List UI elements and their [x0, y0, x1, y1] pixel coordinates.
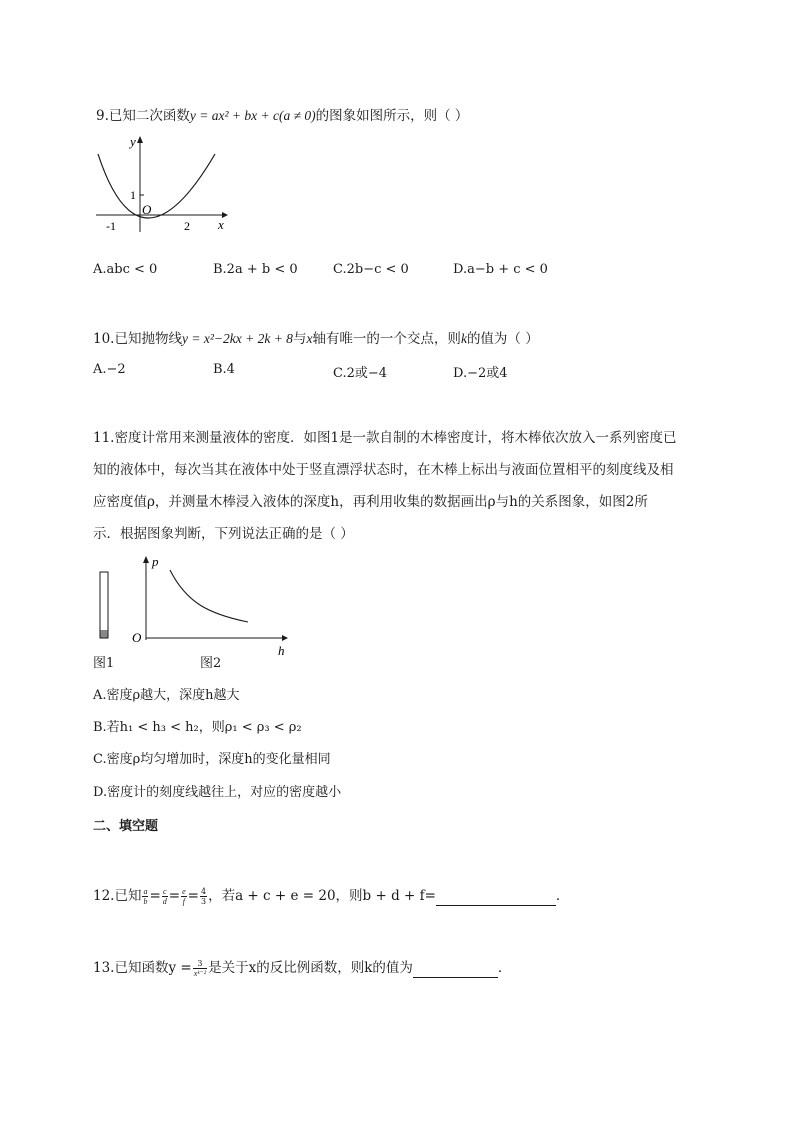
q12-end: ．: [555, 888, 570, 904]
q11-option-d: D.密度计的刻度线越往上，对应的密度越小: [93, 785, 342, 800]
q12-f1-denominator: b: [143, 897, 148, 906]
q12-f3-numerator: e: [182, 887, 186, 896]
q10-stem-prefix: 10.已知抛物线: [93, 331, 182, 347]
q9-tick-one: 1: [130, 188, 136, 202]
q13-end: ．: [497, 960, 512, 976]
q9-tick-neg-one: -1: [106, 219, 116, 233]
q13-suffix: 是关于x的反比例函数，则k的值为: [208, 960, 413, 976]
q12-prefix: 12.已知: [93, 888, 142, 904]
q11-option-b: B.若h₁ < h₃ < h₂，则ρ₁ < ρ₃ < ρ₂: [93, 720, 302, 735]
q9-tick-two: 2: [184, 219, 190, 233]
q9-option-d: D.a−b + c < 0: [453, 262, 548, 277]
q12-fraction-a-b: [142, 887, 148, 906]
q11-figure-1-rod: [98, 570, 112, 642]
q13-fraction-numerator: 3: [193, 959, 207, 969]
q11-line-3: 应密度值ρ，并测量木棒浸入液体的深度h，再利用收集的数据画出ρ与h的关系图象，如图2所: [93, 494, 648, 510]
q9-parabola-graph: [92, 132, 232, 237]
q12-f3-denominator: f: [182, 897, 185, 906]
q11-option-c: C.密度ρ均匀增加时，深度h的变化量相同: [93, 752, 331, 767]
q12-fraction-e-f: [181, 887, 187, 906]
q13-prefix: 13.已知函数y =: [93, 960, 192, 976]
q9-option-b: B.2a + b < 0: [213, 262, 298, 277]
q11-axis-x-label: h: [278, 643, 285, 658]
q11-option-a: A.密度ρ越大，深度h越大: [93, 688, 240, 703]
q10-stem-suffix: 的值为（ ）: [466, 331, 539, 347]
section-title-fill-in: 二、填空题: [93, 819, 159, 834]
q9-formula: y = ax² + bx + c(a ≠ 0): [189, 108, 316, 123]
q11-caption-2: 图2: [200, 656, 222, 671]
q12-f2-numerator: c: [163, 887, 167, 896]
q10-option-d: D.−2或4: [453, 366, 508, 381]
q12-stem: 12.已知 $\frac{a}{b}$ = $\frac{c}{d}$ = $\frac{e}{f}$ = $\frac{4}{3}$ ，若a + c + e = 20，则b + d + f= ．: [93, 887, 570, 906]
q12-fraction-c-d: [162, 887, 168, 906]
q11-line-4: 示．根据图象判断，下列说法正确的是（ ）: [93, 526, 354, 542]
q9-option-a: A.abc < 0: [93, 262, 158, 277]
q10-k-var: k: [460, 331, 467, 346]
q12-f4-numerator: 4: [200, 887, 207, 896]
q10-stem-mid2: 轴有唯一的一个交点，则: [312, 331, 461, 347]
q12-f4-denominator: 3: [200, 897, 207, 906]
q13-answer-blank[interactable]: [413, 964, 498, 978]
q10-option-c: C.2或−4: [333, 366, 388, 381]
q13-fraction-denominator: xᵏ⁻²: [193, 969, 207, 978]
q10-formula: y = x²−2kx + 2k + 8: [181, 331, 293, 346]
q12-condition: ，若a + c + e = 20，则b + d + f=: [208, 888, 436, 904]
q13-stem: [93, 956, 511, 978]
q11-figure-2-graph: [128, 552, 293, 660]
q11-line-1: 11.密度计常用来测量液体的密度．如图1是一款自制的木棒密度计，将木棒依次放入一系列密度已: [93, 430, 677, 446]
q9-stem: [96, 104, 468, 124]
q13-fraction: [193, 959, 207, 978]
q12-f2-denominator: d: [162, 897, 167, 906]
q10-stem-mid: 与: [292, 331, 307, 347]
q9-stem-suffix: 的图象如图所示，则（ ）: [315, 108, 469, 124]
q9-x-label: x: [218, 217, 224, 232]
q12-f1-numerator: a: [143, 887, 148, 896]
q12-answer-blank[interactable]: [436, 892, 556, 906]
q10-axis-var: x: [306, 331, 313, 346]
q12-fraction-4-3: [200, 887, 207, 906]
q11-axis-y-label: p: [152, 554, 159, 569]
q9-y-label: y: [130, 134, 136, 149]
q9-stem-prefix: 9.已知二次函数: [96, 108, 190, 124]
q9-origin-label: O: [142, 202, 152, 217]
q10-option-a: A.−2: [93, 362, 126, 377]
q11-line-2: 知的液体中，每次当其在液体中处于竖直漂浮状态时，在木棒上标出与液面位置相平的刻度线及相: [93, 462, 674, 478]
q10-stem: [93, 327, 539, 347]
q9-option-c: C.2b−c < 0: [333, 262, 409, 277]
q11-origin-label: O: [132, 630, 142, 645]
q10-option-b: B.4: [213, 362, 235, 377]
q11-caption-1: 图1: [93, 656, 115, 671]
